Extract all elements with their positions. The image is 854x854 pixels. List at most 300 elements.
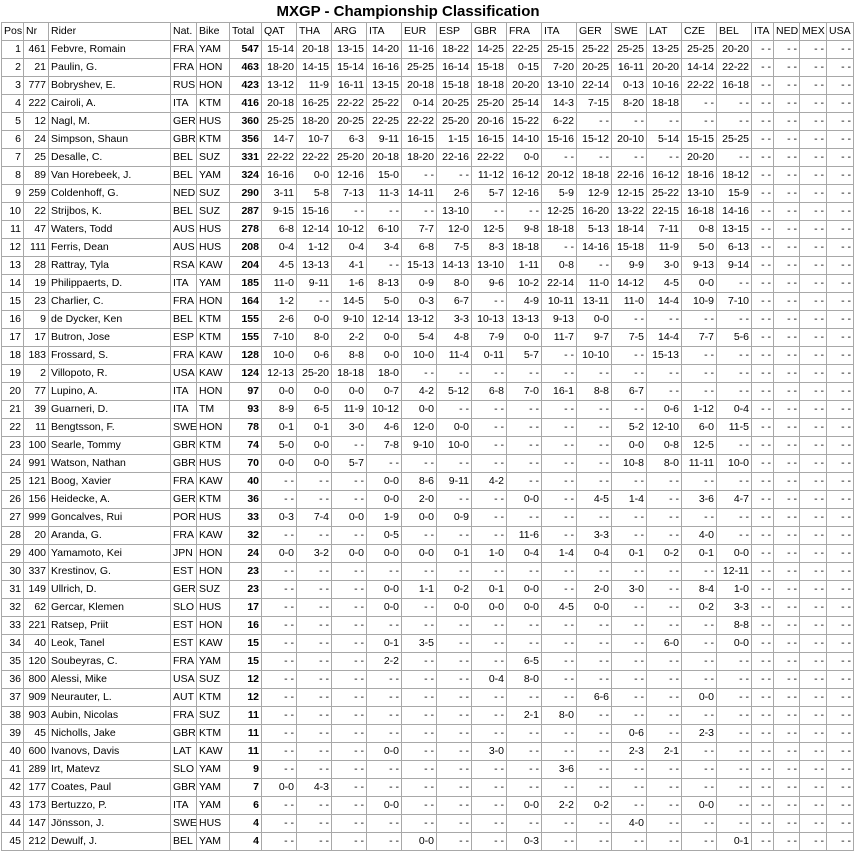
result-cell: 1-12 <box>297 239 332 257</box>
result-cell: 0-0 <box>507 797 542 815</box>
header-nat: Nat. <box>171 23 197 41</box>
result-cell: - - <box>827 455 854 473</box>
nat-cell: SWE <box>171 815 197 833</box>
result-cell: - - <box>297 725 332 743</box>
pos-cell: 37 <box>2 689 24 707</box>
result-cell: - - <box>577 779 612 797</box>
bike-cell: KTM <box>197 491 230 509</box>
rider-cell: Neurauter, L. <box>49 689 171 707</box>
result-cell: 9-10 <box>402 437 437 455</box>
total-cell: 74 <box>230 437 262 455</box>
result-cell: 22-22 <box>402 113 437 131</box>
result-cell: 15-22 <box>507 113 542 131</box>
result-cell: - - <box>682 95 717 113</box>
result-cell: - - <box>800 437 827 455</box>
result-cell: - - <box>752 293 774 311</box>
nr-cell: 909 <box>24 689 49 707</box>
nr-cell: 147 <box>24 815 49 833</box>
result-cell: - - <box>332 833 367 851</box>
result-cell: - - <box>262 581 297 599</box>
result-cell: - - <box>827 329 854 347</box>
result-cell: 1-9 <box>367 509 402 527</box>
result-cell: 20-18 <box>297 41 332 59</box>
result-cell: - - <box>542 671 577 689</box>
total-cell: 93 <box>230 401 262 419</box>
result-cell: 10-16 <box>647 77 682 95</box>
rider-cell: Coates, Paul <box>49 779 171 797</box>
result-cell: - - <box>827 617 854 635</box>
nr-cell: 22 <box>24 203 49 221</box>
total-cell: 416 <box>230 95 262 113</box>
result-cell: - - <box>647 491 682 509</box>
result-cell: 25-20 <box>297 365 332 383</box>
result-cell: 5-12 <box>437 383 472 401</box>
result-cell: 7-15 <box>577 95 612 113</box>
result-cell: - - <box>800 131 827 149</box>
result-cell: - - <box>402 743 437 761</box>
result-cell: 15-0 <box>367 167 402 185</box>
result-cell: - - <box>774 77 800 95</box>
result-cell: 3-3 <box>717 599 752 617</box>
result-cell: - - <box>717 653 752 671</box>
header-round: ARG <box>332 23 367 41</box>
result-cell: 0-0 <box>367 347 402 365</box>
result-cell: - - <box>800 689 827 707</box>
result-cell: 10-0 <box>437 437 472 455</box>
result-cell: - - <box>262 599 297 617</box>
result-cell: - - <box>612 401 647 419</box>
result-cell: - - <box>507 419 542 437</box>
nr-cell: 17 <box>24 329 49 347</box>
result-cell: - - <box>647 797 682 815</box>
result-cell: 12-10 <box>647 419 682 437</box>
table-row <box>2 689 854 707</box>
bike-cell: HUS <box>197 815 230 833</box>
result-cell: 14-14 <box>682 59 717 77</box>
result-cell: - - <box>577 833 612 851</box>
result-cell: 15-18 <box>437 77 472 95</box>
result-cell: - - <box>297 815 332 833</box>
result-cell: 3-6 <box>542 761 577 779</box>
bike-cell: TM <box>197 401 230 419</box>
result-cell: 7-5 <box>437 239 472 257</box>
result-cell: 0-0 <box>577 311 612 329</box>
result-cell: 1-11 <box>507 257 542 275</box>
result-cell: 15-13 <box>402 257 437 275</box>
nat-cell: AUS <box>171 239 197 257</box>
result-cell: - - <box>612 149 647 167</box>
result-cell: - - <box>800 239 827 257</box>
result-cell: - - <box>774 437 800 455</box>
nr-cell: 183 <box>24 347 49 365</box>
result-cell: - - <box>332 527 367 545</box>
rider-cell: Waters, Todd <box>49 221 171 239</box>
result-cell: 10-12 <box>367 401 402 419</box>
result-cell: - - <box>437 689 472 707</box>
nat-cell: GBR <box>171 779 197 797</box>
result-cell: - - <box>774 707 800 725</box>
result-cell: - - <box>800 635 827 653</box>
result-cell: - - <box>774 239 800 257</box>
result-cell: 9-8 <box>507 221 542 239</box>
total-cell: 17 <box>230 599 262 617</box>
rider-cell: Searle, Tommy <box>49 437 171 455</box>
result-cell: - - <box>507 509 542 527</box>
result-cell: - - <box>297 599 332 617</box>
result-cell: 4-7 <box>717 491 752 509</box>
result-cell: - - <box>827 833 854 851</box>
header-round: GBR <box>472 23 507 41</box>
result-cell: - - <box>682 383 717 401</box>
result-cell: - - <box>827 419 854 437</box>
result-cell: - - <box>647 383 682 401</box>
result-cell: 12-5 <box>472 221 507 239</box>
result-cell: - - <box>647 599 682 617</box>
result-cell: 0-0 <box>332 383 367 401</box>
result-cell: - - <box>682 365 717 383</box>
result-cell: 11-16 <box>402 41 437 59</box>
result-cell: - - <box>800 293 827 311</box>
rider-cell: Frossard, S. <box>49 347 171 365</box>
result-cell: - - <box>647 617 682 635</box>
result-cell: - - <box>752 239 774 257</box>
total-cell: 324 <box>230 167 262 185</box>
nr-cell: 77 <box>24 383 49 401</box>
result-cell: - - <box>752 131 774 149</box>
nat-cell: GBR <box>171 455 197 473</box>
table-row <box>2 221 854 239</box>
result-cell: 4-1 <box>332 257 367 275</box>
result-cell: - - <box>472 635 507 653</box>
result-cell: 4-9 <box>507 293 542 311</box>
result-cell: - - <box>577 707 612 725</box>
result-cell: 25-22 <box>647 185 682 203</box>
rider-cell: Aranda, G. <box>49 527 171 545</box>
result-cell: - - <box>800 491 827 509</box>
result-cell: 1-12 <box>682 401 717 419</box>
rider-cell: Lupino, A. <box>49 383 171 401</box>
result-cell: 0-9 <box>437 509 472 527</box>
result-cell: - - <box>577 365 612 383</box>
result-cell: 25-20 <box>437 113 472 131</box>
result-cell: 6-7 <box>612 383 647 401</box>
result-cell: 0-0 <box>682 689 717 707</box>
result-cell: 10-10 <box>577 347 612 365</box>
result-cell: 25-14 <box>507 95 542 113</box>
nat-cell: ITA <box>171 383 197 401</box>
result-cell: - - <box>752 95 774 113</box>
table-row <box>2 473 854 491</box>
result-cell: 0-0 <box>472 599 507 617</box>
result-cell: 3-0 <box>332 419 367 437</box>
result-cell: 7-20 <box>542 59 577 77</box>
result-cell: - - <box>774 725 800 743</box>
total-cell: 463 <box>230 59 262 77</box>
result-cell: - - <box>752 257 774 275</box>
result-cell: 25-25 <box>262 113 297 131</box>
result-cell: - - <box>297 833 332 851</box>
result-cell: - - <box>827 797 854 815</box>
result-cell: - - <box>827 311 854 329</box>
result-cell: 0-2 <box>647 545 682 563</box>
total-cell: 11 <box>230 707 262 725</box>
bike-cell: KTM <box>197 437 230 455</box>
total-cell: 547 <box>230 41 262 59</box>
header-round: THA <box>297 23 332 41</box>
result-cell: - - <box>800 473 827 491</box>
header-round: NED <box>774 23 800 41</box>
nat-cell: FRA <box>171 59 197 77</box>
result-cell: 2-1 <box>647 743 682 761</box>
result-cell: 13-10 <box>542 77 577 95</box>
result-cell: - - <box>367 257 402 275</box>
result-cell: - - <box>800 743 827 761</box>
result-cell: 11-12 <box>472 167 507 185</box>
result-cell: - - <box>827 635 854 653</box>
result-cell: - - <box>402 671 437 689</box>
pos-cell: 41 <box>2 761 24 779</box>
nat-cell: ITA <box>171 797 197 815</box>
result-cell: 10-8 <box>612 455 647 473</box>
bike-cell: KTM <box>197 725 230 743</box>
result-cell: - - <box>752 671 774 689</box>
result-cell: 20-18 <box>402 77 437 95</box>
table-row <box>2 329 854 347</box>
result-cell: 8-20 <box>612 95 647 113</box>
result-cell: - - <box>647 671 682 689</box>
header-total: Total <box>230 23 262 41</box>
result-cell: 3-2 <box>297 545 332 563</box>
pos-cell: 39 <box>2 725 24 743</box>
result-cell: - - <box>402 617 437 635</box>
result-cell: - - <box>774 689 800 707</box>
result-cell: - - <box>402 167 437 185</box>
result-cell: 6-0 <box>682 419 717 437</box>
header-bike: Bike <box>197 23 230 41</box>
result-cell: 1-1 <box>402 581 437 599</box>
result-cell: 0-0 <box>507 491 542 509</box>
result-cell: - - <box>752 275 774 293</box>
result-cell: - - <box>827 689 854 707</box>
result-cell: - - <box>774 617 800 635</box>
bike-cell: HON <box>197 77 230 95</box>
result-cell: 16-15 <box>472 131 507 149</box>
result-cell: - - <box>577 671 612 689</box>
result-cell: 12-0 <box>437 221 472 239</box>
nat-cell: LAT <box>171 743 197 761</box>
nat-cell: BEL <box>171 311 197 329</box>
result-cell: 0-6 <box>612 725 647 743</box>
result-cell: 11-3 <box>367 185 402 203</box>
result-cell: - - <box>402 761 437 779</box>
result-cell: - - <box>262 833 297 851</box>
total-cell: 36 <box>230 491 262 509</box>
result-cell: - - <box>577 617 612 635</box>
nat-cell: GBR <box>171 725 197 743</box>
result-cell: - - <box>682 815 717 833</box>
result-cell: - - <box>472 833 507 851</box>
result-cell: 13-15 <box>367 77 402 95</box>
nr-cell: 19 <box>24 275 49 293</box>
result-cell: - - <box>774 743 800 761</box>
result-cell: - - <box>827 779 854 797</box>
result-cell: - - <box>367 761 402 779</box>
result-cell: 4-5 <box>577 491 612 509</box>
result-cell: 22-22 <box>332 95 367 113</box>
result-cell: 9-14 <box>717 257 752 275</box>
table-row <box>2 509 854 527</box>
result-cell: 0-1 <box>682 545 717 563</box>
bike-cell: KTM <box>197 689 230 707</box>
result-cell: 6-10 <box>367 221 402 239</box>
result-cell: - - <box>297 797 332 815</box>
nr-cell: 12 <box>24 113 49 131</box>
nat-cell: FRA <box>171 347 197 365</box>
nr-cell: 400 <box>24 545 49 563</box>
table-body <box>2 41 854 851</box>
result-cell: - - <box>472 527 507 545</box>
result-cell: - - <box>774 581 800 599</box>
bike-cell: HON <box>197 293 230 311</box>
result-cell: 18-18 <box>472 77 507 95</box>
pos-cell: 35 <box>2 653 24 671</box>
pos-cell: 30 <box>2 563 24 581</box>
result-cell: - - <box>717 743 752 761</box>
result-cell: 0-0 <box>367 545 402 563</box>
result-cell: - - <box>297 707 332 725</box>
result-cell: - - <box>774 563 800 581</box>
result-cell: 20-20 <box>682 149 717 167</box>
nat-cell: USA <box>171 365 197 383</box>
result-cell: 15-18 <box>612 239 647 257</box>
bike-cell: KAW <box>197 365 230 383</box>
result-cell: - - <box>262 725 297 743</box>
rider-cell: Van Horebeek, J. <box>49 167 171 185</box>
result-cell: - - <box>647 509 682 527</box>
result-cell: - - <box>437 707 472 725</box>
rider-cell: Coldenhoff, G. <box>49 185 171 203</box>
result-cell: 13-10 <box>472 257 507 275</box>
result-cell: 5-2 <box>612 419 647 437</box>
rider-cell: Philippaerts, D. <box>49 275 171 293</box>
result-cell: - - <box>472 455 507 473</box>
nat-cell: JPN <box>171 545 197 563</box>
table-row <box>2 131 854 149</box>
result-cell: 2-0 <box>577 581 612 599</box>
result-cell: - - <box>752 581 774 599</box>
result-cell: - - <box>472 797 507 815</box>
result-cell: 12-15 <box>612 185 647 203</box>
table-row <box>2 725 854 743</box>
result-cell: - - <box>297 527 332 545</box>
table-row <box>2 653 854 671</box>
table-row <box>2 779 854 797</box>
result-cell: - - <box>472 293 507 311</box>
result-cell: - - <box>800 761 827 779</box>
total-cell: 7 <box>230 779 262 797</box>
result-cell: 22-22 <box>682 77 717 95</box>
result-cell: - - <box>774 635 800 653</box>
pos-cell: 31 <box>2 581 24 599</box>
result-cell: 7-10 <box>717 293 752 311</box>
result-cell: - - <box>774 95 800 113</box>
result-cell: - - <box>827 743 854 761</box>
nr-cell: 777 <box>24 77 49 95</box>
result-cell: - - <box>774 491 800 509</box>
result-cell: 0-3 <box>507 833 542 851</box>
result-cell: 9-10 <box>332 311 367 329</box>
result-cell: 8-4 <box>682 581 717 599</box>
result-cell: 22-14 <box>577 77 612 95</box>
result-cell: 0-0 <box>402 509 437 527</box>
header-round: USA <box>827 23 854 41</box>
result-cell: 5-0 <box>262 437 297 455</box>
result-cell: 18-22 <box>437 41 472 59</box>
result-cell: 14-16 <box>577 239 612 257</box>
rider-cell: Villopoto, R. <box>49 365 171 383</box>
result-cell: 8-6 <box>402 473 437 491</box>
pos-cell: 38 <box>2 707 24 725</box>
rider-cell: Ivanovs, Davis <box>49 743 171 761</box>
result-cell: 0-3 <box>262 509 297 527</box>
result-cell: - - <box>827 167 854 185</box>
result-cell: - - <box>297 491 332 509</box>
result-cell: - - <box>827 761 854 779</box>
result-cell: 0-2 <box>682 599 717 617</box>
result-cell: - - <box>332 797 367 815</box>
result-cell: - - <box>612 761 647 779</box>
result-cell: - - <box>800 455 827 473</box>
result-cell: 6-8 <box>262 221 297 239</box>
result-cell: - - <box>507 455 542 473</box>
pos-cell: 11 <box>2 221 24 239</box>
result-cell: - - <box>800 563 827 581</box>
result-cell: 9-15 <box>262 203 297 221</box>
table-row <box>2 797 854 815</box>
page-title: MXGP - Championship Classification <box>276 3 540 20</box>
result-cell: 14-4 <box>647 293 682 311</box>
result-cell: 9-13 <box>682 257 717 275</box>
total-cell: 204 <box>230 257 262 275</box>
result-cell: - - <box>827 527 854 545</box>
bike-cell: SUZ <box>197 185 230 203</box>
result-cell: - - <box>752 167 774 185</box>
rider-cell: Febvre, Romain <box>49 41 171 59</box>
result-cell: - - <box>774 347 800 365</box>
result-cell: - - <box>752 599 774 617</box>
result-cell: 0-1 <box>437 545 472 563</box>
result-cell: 10-13 <box>472 311 507 329</box>
result-cell: - - <box>367 689 402 707</box>
table-row <box>2 491 854 509</box>
result-cell: - - <box>507 725 542 743</box>
result-cell: - - <box>507 437 542 455</box>
result-cell: 20-18 <box>367 149 402 167</box>
result-cell: - - <box>717 113 752 131</box>
nr-cell: 23 <box>24 293 49 311</box>
result-cell: 2-2 <box>542 797 577 815</box>
result-cell: 12-0 <box>402 419 437 437</box>
result-cell: - - <box>827 275 854 293</box>
pos-cell: 18 <box>2 347 24 365</box>
nat-cell: FRA <box>171 473 197 491</box>
result-cell: 0-0 <box>402 833 437 851</box>
result-cell: - - <box>752 221 774 239</box>
nat-cell: BEL <box>171 149 197 167</box>
nr-cell: 991 <box>24 455 49 473</box>
result-cell: - - <box>827 131 854 149</box>
rider-cell: Aubin, Nicolas <box>49 707 171 725</box>
